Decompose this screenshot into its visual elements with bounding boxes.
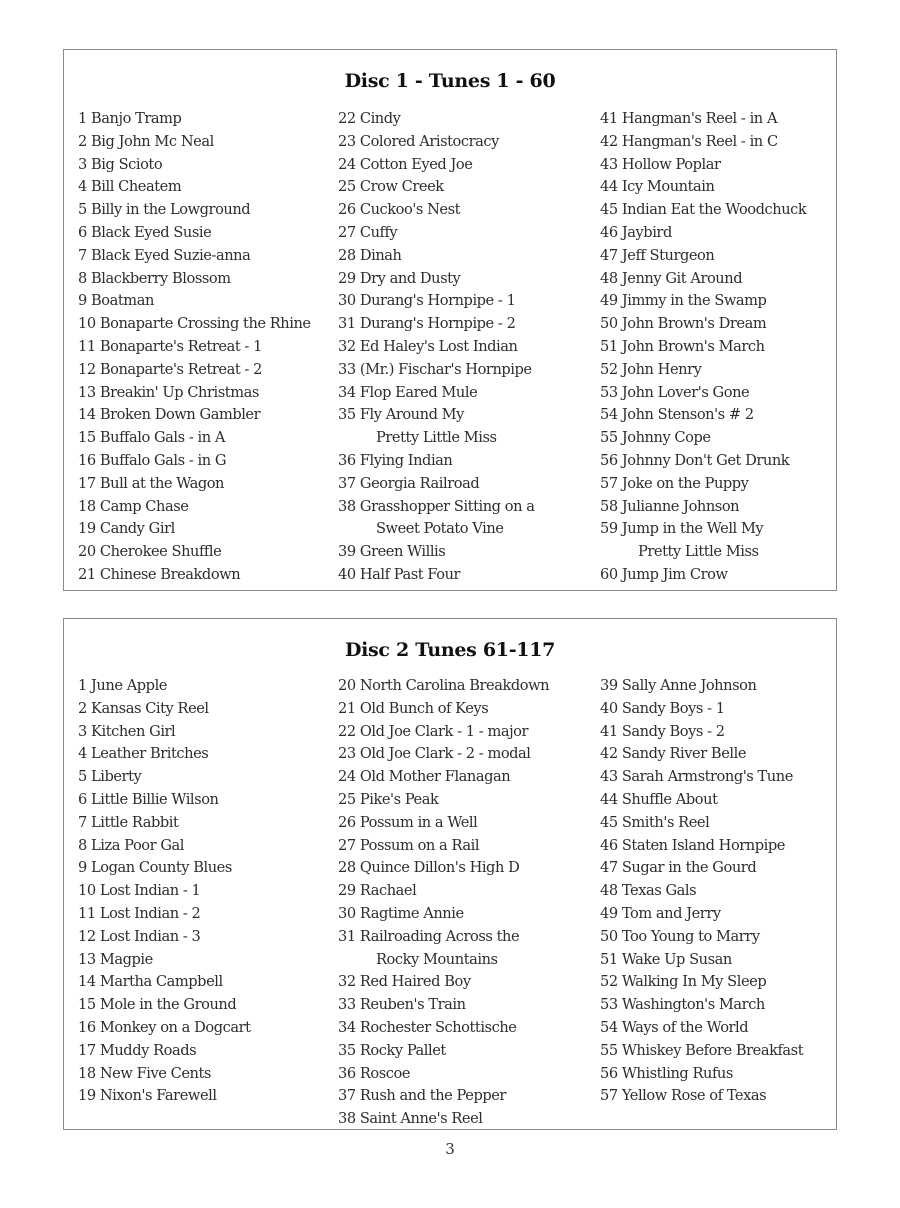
tune-list-item <box>338 971 596 994</box>
tune-title: 1 Banjo Tramp <box>78 110 182 127</box>
tune-title: 25 Pike's Peak <box>338 790 439 808</box>
tune-list-item <box>338 1063 596 1086</box>
tune-title: 32 Ed Haley's Lost Indian <box>338 337 518 355</box>
disc-1-column-2 <box>338 108 596 587</box>
tune-title: 14 Martha Campbell <box>78 973 223 991</box>
tune-title: 13 Breakin' Up Christmas <box>78 383 259 401</box>
tune-title: 2 Kansas City Reel <box>78 699 209 717</box>
tune-list-item <box>600 154 836 177</box>
tune-list-item <box>338 857 596 880</box>
tune-list-item <box>600 926 836 949</box>
tune-list-item <box>338 154 596 177</box>
tune-list-item <box>338 131 596 154</box>
tune-title: 31 Durang's Hornpipe - 2 <box>338 315 516 333</box>
tune-title: 10 Bonaparte Crossing the Rhine <box>78 315 311 333</box>
tune-title: 20 Cherokee Shuffle <box>78 543 222 561</box>
tune-title: 30 Ragtime Annie <box>338 904 464 922</box>
tune-list-item <box>338 108 596 131</box>
tune-list-item <box>78 313 326 336</box>
tune-list-item <box>600 336 836 359</box>
tune-title: 16 Monkey on a Dogcart <box>78 1018 251 1036</box>
tune-title: 28 Dinah <box>338 246 402 264</box>
tune-list-item <box>78 926 326 949</box>
tune-title: 8 Blackberry Blossom <box>78 269 231 287</box>
tune-list-item <box>78 880 326 903</box>
tune-list-item <box>338 812 596 835</box>
tune-title: 45 Smith's Reel <box>600 813 710 831</box>
tune-title: 21 Old Bunch of Keys <box>338 699 489 717</box>
tune-list-item <box>338 541 596 564</box>
tune-title: 51 John Brown's March <box>600 337 765 355</box>
tune-list-item <box>600 108 836 131</box>
tune-list-item <box>78 427 326 450</box>
tune-list-item <box>600 404 836 427</box>
tune-list-item <box>338 1040 596 1063</box>
tune-title: 46 Staten Island Hornpipe <box>600 836 785 854</box>
tune-title: 3 Kitchen Girl <box>78 722 176 740</box>
tune-list-item <box>338 880 596 903</box>
tune-title: 25 Crow Creek <box>338 178 444 196</box>
tune-list-item <box>338 450 596 473</box>
tune-title: 58 Julianne Johnson <box>600 497 740 515</box>
tune-list-item <box>338 698 596 721</box>
tune-list-item <box>338 1108 596 1131</box>
disc-1-column-3 <box>600 108 836 587</box>
tune-list-item <box>600 789 836 812</box>
tune-title: 36 Roscoe <box>338 1064 411 1082</box>
tune-title: 20 North Carolina Breakdown <box>338 677 550 694</box>
tune-title: 55 Johnny Cope <box>600 429 711 447</box>
tune-title: 53 John Lover's Gone <box>600 383 750 401</box>
tune-list-item <box>78 743 326 766</box>
tune-list-item <box>78 721 326 744</box>
tune-list-item <box>78 222 326 245</box>
tune-list-item <box>338 721 596 744</box>
tune-title: 31 Railroading Across the <box>338 927 520 945</box>
tune-title: 56 Whistling Rufus <box>600 1064 733 1082</box>
tune-list-item <box>338 835 596 858</box>
tune-list-item <box>78 789 326 812</box>
tune-list-item <box>600 222 836 245</box>
tune-title: 46 Jaybird <box>600 223 672 241</box>
tune-list-item <box>600 880 836 903</box>
tune-title: 43 Hollow Poplar <box>600 155 721 173</box>
tune-list-item <box>338 903 596 926</box>
tune-list-item <box>600 1085 836 1108</box>
tune-list-item <box>78 698 326 721</box>
tune-title: 52 John Henry <box>600 360 702 378</box>
tune-list-item <box>78 404 326 427</box>
tune-title: 38 Saint Anne's Reel <box>338 1110 483 1128</box>
tune-title: 48 Texas Gals <box>600 882 697 900</box>
tune-title: 60 Jump Jim Crow <box>600 565 728 583</box>
tune-list-item <box>78 971 326 994</box>
tune-list-item <box>338 382 596 405</box>
page-number: 3 <box>445 1140 455 1158</box>
tune-list-item <box>78 268 326 291</box>
tune-list-item <box>600 199 836 222</box>
tune-list-item <box>600 496 836 519</box>
tune-list-item <box>78 812 326 835</box>
tune-title-continuation: Pretty Little Miss <box>638 543 759 561</box>
tune-title-continuation: Rocky Mountains <box>376 950 498 968</box>
tune-title: 47 Sugar in the Gourd <box>600 859 757 877</box>
tune-title: 33 (Mr.) Fischar's Hornpipe <box>338 360 532 378</box>
tune-title: 49 Tom and Jerry <box>600 904 721 922</box>
tune-list-item <box>600 1063 836 1086</box>
tune-title: 47 Jeff Sturgeon <box>600 246 715 264</box>
tune-list-item <box>78 176 326 199</box>
tune-title: 54 Ways of the World <box>600 1018 749 1036</box>
tune-title-continuation: Pretty Little Miss <box>376 429 497 447</box>
tune-list-item <box>338 766 596 789</box>
tune-title: 7 Black Eyed Suzie-anna <box>78 246 251 264</box>
tune-list-item <box>78 564 326 587</box>
tune-list-item <box>600 245 836 268</box>
tune-title: 32 Red Haired Boy <box>338 973 471 991</box>
tune-list-item <box>78 994 326 1017</box>
tune-list-item <box>338 359 596 382</box>
tune-title: 43 Sarah Armstrong's Tune <box>600 768 793 786</box>
tune-title: 24 Old Mother Flanagan <box>338 768 511 786</box>
tune-list-item <box>78 1085 326 1108</box>
tune-list-item <box>338 313 596 336</box>
tune-list-item <box>338 336 596 359</box>
tune-title: 11 Lost Indian - 2 <box>78 904 201 922</box>
tune-title: 33 Reuben's Train <box>338 996 466 1014</box>
tune-title: 37 Georgia Railroad <box>338 474 480 492</box>
tune-list-item <box>600 994 836 1017</box>
tune-list-item <box>600 382 836 405</box>
tune-list-item <box>78 541 326 564</box>
tune-list-item <box>338 245 596 268</box>
tune-title: 13 Magpie <box>78 950 153 968</box>
tune-title: 5 Liberty <box>78 768 142 786</box>
tune-title: 12 Bonaparte's Retreat - 2 <box>78 360 262 378</box>
tune-title: 36 Flying Indian <box>338 451 453 469</box>
tune-title: 24 Cotton Eyed Joe <box>338 155 473 173</box>
tune-list-item <box>78 290 326 313</box>
tune-title: 2 Big John Mc Neal <box>78 132 214 150</box>
tune-list-item <box>600 1040 836 1063</box>
tune-list-item <box>78 108 326 131</box>
tune-title: 57 Yellow Rose of Texas <box>600 1087 767 1105</box>
tune-title: 50 John Brown's Dream <box>600 315 767 333</box>
disc-1-title: Disc 1 - Tunes 1 - 60 <box>344 70 556 92</box>
tune-list-item <box>600 949 836 972</box>
tune-title: 4 Bill Cheatem <box>78 178 182 196</box>
tune-title: 57 Joke on the Puppy <box>600 474 749 492</box>
tune-title: 18 Camp Chase <box>78 497 189 515</box>
tune-list-item <box>78 1017 326 1040</box>
tune-list-item <box>600 427 836 450</box>
tune-list-item <box>600 721 836 744</box>
tune-list-item <box>600 564 836 587</box>
tune-list-item <box>600 835 836 858</box>
tune-title: 42 Hangman's Reel - in C <box>600 132 778 150</box>
tune-title: 29 Rachael <box>338 882 417 900</box>
tune-title: 28 Quince Dillon's High D <box>338 859 520 877</box>
tune-title: 17 Muddy Roads <box>78 1041 197 1059</box>
tune-title: 44 Shuffle About <box>600 790 718 808</box>
tune-list-item <box>78 857 326 880</box>
tune-title: 38 Grasshopper Sitting on a <box>338 497 535 515</box>
tune-list-item <box>78 766 326 789</box>
tune-title: 44 Icy Mountain <box>600 178 715 196</box>
tune-list-item <box>600 359 836 382</box>
tune-title: 26 Possum in a Well <box>338 813 478 831</box>
tune-list-item <box>338 789 596 812</box>
tune-title: 15 Mole in the Ground <box>78 996 237 1014</box>
tune-list-item <box>78 1040 326 1063</box>
tune-title: 14 Broken Down Gambler <box>78 406 261 424</box>
tune-title: 1 June Apple <box>78 677 167 694</box>
tune-title: 6 Black Eyed Susie <box>78 223 212 241</box>
tune-title: 19 Nixon's Farewell <box>78 1087 217 1105</box>
tune-title: 10 Lost Indian - 1 <box>78 882 201 900</box>
tune-title: 40 Half Past Four <box>338 565 461 583</box>
tune-list-item <box>78 245 326 268</box>
tune-list-item <box>338 222 596 245</box>
tune-title: 21 Chinese Breakdown <box>78 565 241 583</box>
tune-title: 50 Too Young to Marry <box>600 927 760 945</box>
tune-title: 59 Jump in the Well My <box>600 520 764 538</box>
tune-title: 55 Whiskey Before Breakfast <box>600 1041 804 1059</box>
tune-list-item <box>338 1085 596 1108</box>
tune-list-item <box>78 496 326 519</box>
tune-list-item <box>78 675 326 698</box>
tune-list-item <box>338 496 596 542</box>
disc-2-panel <box>63 618 837 1130</box>
tune-list-item <box>600 518 836 564</box>
tune-list-item <box>78 518 326 541</box>
tune-list-item <box>600 290 836 313</box>
tune-list-item <box>78 450 326 473</box>
tune-title: 22 Cindy <box>338 110 401 127</box>
tune-list-item <box>338 404 596 450</box>
tune-list-item <box>600 971 836 994</box>
tune-list-item <box>600 176 836 199</box>
tune-list-item <box>600 857 836 880</box>
tune-title: 18 New Five Cents <box>78 1064 211 1082</box>
tune-title-continuation: Sweet Potato Vine <box>376 520 504 538</box>
tune-title: 45 Indian Eat the Woodchuck <box>600 201 807 219</box>
tune-title: 17 Bull at the Wagon <box>78 474 225 492</box>
tune-list-item <box>78 1063 326 1086</box>
tune-list-item <box>600 450 836 473</box>
tune-title: 34 Flop Eared Mule <box>338 383 478 401</box>
tune-title: 34 Rochester Schottische <box>338 1018 517 1036</box>
tune-title: 48 Jenny Git Around <box>600 269 743 287</box>
tune-title: 4 Leather Britches <box>78 745 209 763</box>
tune-list-item <box>600 473 836 496</box>
tune-list-item <box>600 903 836 926</box>
tune-title: 54 John Stenson's # 2 <box>600 406 754 424</box>
tune-title: 30 Durang's Hornpipe - 1 <box>338 292 516 310</box>
tune-title: 3 Big Scioto <box>78 155 163 173</box>
tune-title: 6 Little Billie Wilson <box>78 790 219 808</box>
tune-title: 7 Little Rabbit <box>78 813 179 831</box>
tune-list-item <box>338 926 596 972</box>
tune-title: 19 Candy Girl <box>78 520 175 538</box>
tune-title: 15 Buffalo Gals - in A <box>78 429 225 447</box>
tune-list-item <box>78 154 326 177</box>
tune-title: 49 Jimmy in the Swamp <box>600 292 767 310</box>
tune-title: 56 Johnny Don't Get Drunk <box>600 451 790 469</box>
disc-1-panel <box>63 49 837 591</box>
tune-title: 16 Buffalo Gals - in G <box>78 451 227 469</box>
tune-list-item <box>338 176 596 199</box>
disc-2-column-3 <box>600 675 836 1108</box>
tune-title: 35 Rocky Pallet <box>338 1041 446 1059</box>
tune-title: 41 Hangman's Reel - in A <box>600 110 778 127</box>
tune-list-item <box>338 290 596 313</box>
tune-title: 12 Lost Indian - 3 <box>78 927 201 945</box>
tune-title: 9 Boatman <box>78 292 154 310</box>
tune-title: 40 Sandy Boys - 1 <box>600 699 725 717</box>
tune-list-item <box>338 1017 596 1040</box>
tune-list-item <box>78 382 326 405</box>
tune-title: 23 Colored Aristocracy <box>338 132 499 150</box>
tune-title: 52 Walking In My Sleep <box>600 973 767 991</box>
disc-1-column-1 <box>78 108 326 587</box>
tune-title: 11 Bonaparte's Retreat - 1 <box>78 337 262 355</box>
tune-list-item <box>78 903 326 926</box>
disc-2-column-2 <box>338 675 596 1131</box>
tune-list-item <box>600 812 836 835</box>
tune-list-item <box>600 766 836 789</box>
tune-title: 23 Old Joe Clark - 2 - modal <box>338 745 531 763</box>
tune-list-item <box>600 743 836 766</box>
tune-list-item <box>338 675 596 698</box>
tune-title: 27 Possum on a Rail <box>338 836 480 854</box>
tune-title: 41 Sandy Boys - 2 <box>600 722 725 740</box>
tune-list-item <box>338 994 596 1017</box>
disc-2-title: Disc 2 Tunes 61-117 <box>344 639 556 661</box>
tune-list-item <box>600 268 836 291</box>
tune-list-item <box>78 835 326 858</box>
tune-list-item <box>338 743 596 766</box>
tune-title: 35 Fly Around My <box>338 406 464 424</box>
tune-list-item <box>600 675 836 698</box>
tune-list-item <box>338 199 596 222</box>
tune-title: 39 Green Willis <box>338 543 446 561</box>
tune-list-item <box>600 131 836 154</box>
tune-list-item <box>78 949 326 972</box>
tune-title: 29 Dry and Dusty <box>338 269 461 287</box>
tune-list-item <box>338 268 596 291</box>
tune-list-item <box>338 564 596 587</box>
tune-title: 26 Cuckoo's Nest <box>338 201 461 219</box>
tune-title: 9 Logan County Blues <box>78 859 232 877</box>
tune-title: 37 Rush and the Pepper <box>338 1087 506 1105</box>
tune-list-item <box>600 313 836 336</box>
tune-title: 22 Old Joe Clark - 1 - major <box>338 722 529 740</box>
tune-list-item <box>78 131 326 154</box>
tune-list-item <box>78 199 326 222</box>
disc-2-column-1 <box>78 675 326 1108</box>
tune-title: 8 Liza Poor Gal <box>78 836 185 854</box>
tune-list-item <box>78 336 326 359</box>
tune-title: 53 Washington's March <box>600 996 765 1014</box>
tune-list-item <box>600 1017 836 1040</box>
tune-list-item <box>78 359 326 382</box>
tune-list-item <box>600 698 836 721</box>
tune-list-item <box>78 473 326 496</box>
tune-title: 5 Billy in the Lowground <box>78 201 251 219</box>
tune-title: 39 Sally Anne Johnson <box>600 677 757 694</box>
tune-title: 51 Wake Up Susan <box>600 950 732 968</box>
tune-title: 27 Cuffy <box>338 223 398 241</box>
tune-list-item <box>338 473 596 496</box>
tune-title: 42 Sandy River Belle <box>600 745 747 763</box>
